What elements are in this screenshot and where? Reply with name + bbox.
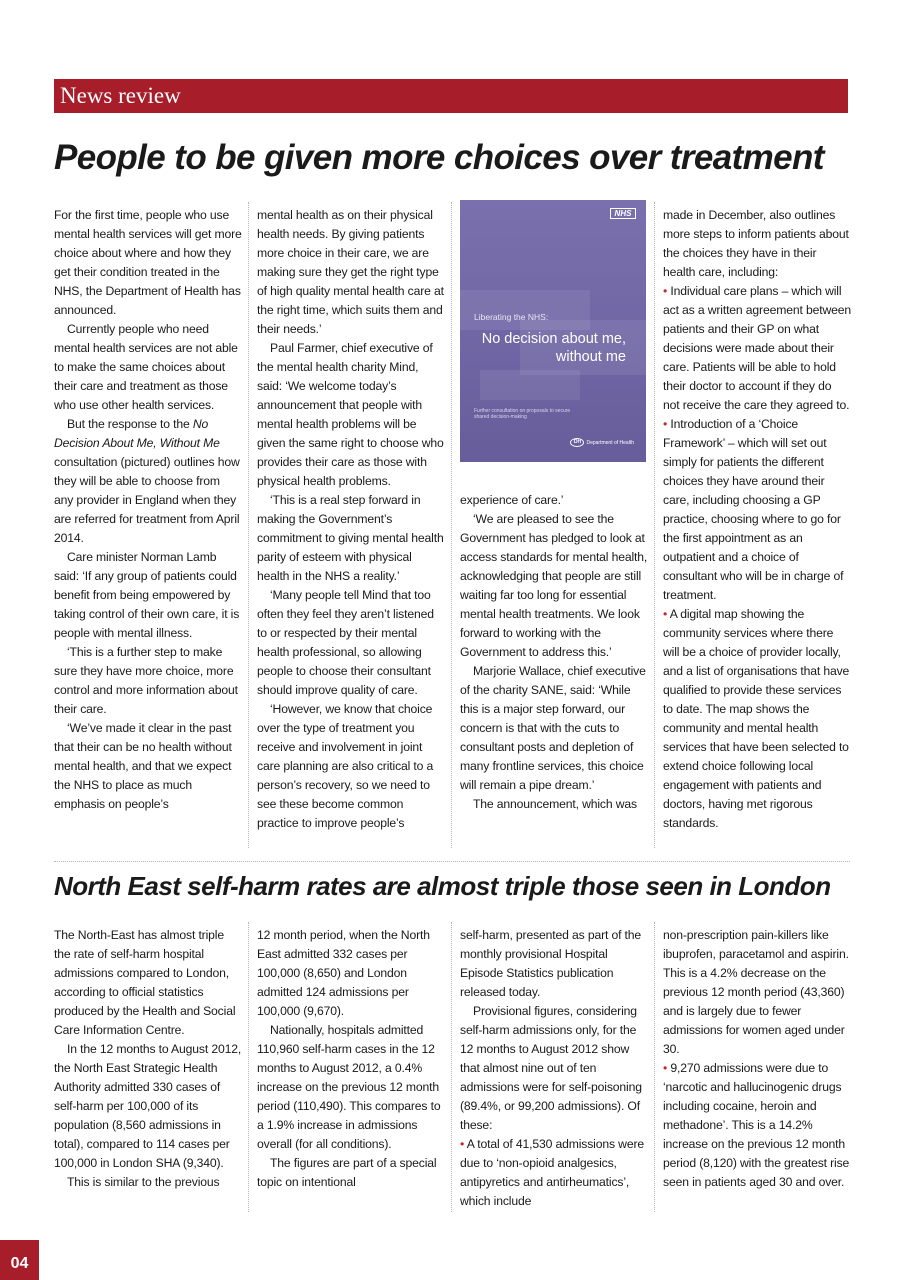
paragraph: mental health as on their physical health needs. By giving patients more choice in their care, we are making sure they get the right type of high quality mental health care at the right time, which suits them and their needs.’ — [257, 208, 444, 336]
bullet-icon: • — [460, 1137, 465, 1151]
paragraph: This is similar to the previous — [67, 1175, 220, 1189]
section-banner: News review — [54, 79, 848, 113]
article2-column-1 — [54, 926, 242, 1192]
paragraph: The announcement, which was — [473, 797, 637, 811]
report-cover-image — [460, 200, 646, 462]
paragraph: ‘However, we know that choice over the type of treatment you receive and involvement in joint care planning are also critical to a person’s recovery, so we need to see these become common practice to improve people’s — [257, 702, 434, 830]
paragraph: But the response to the No Decision About Me, Without Me consultation (pictured) outlines how they will be able to choose from any provider in England when they are referred for treatment from April 2014. — [54, 417, 240, 545]
paragraph: ‘Many people tell Mind that too often they feel they aren’t listened to or respected by their mental health professional, so allowing people to choose their consultant should improve quality of care. — [257, 588, 434, 697]
paragraph: Provisional figures, considering self-harm admissions only, for the 12 months to August 2012 show that almost nine out of ten admissions were for self-poisoning (89.4%, or 99,200 admissions). Of these: — [460, 1004, 642, 1132]
column-divider — [248, 922, 249, 1212]
cover-subtitle: Further consultation on proposals to secure shared decision-making — [474, 408, 571, 420]
nhs-logo: NHS — [610, 208, 636, 219]
cover-kicker: Liberating the NHS: — [474, 312, 549, 322]
bullet-icon: • — [663, 417, 668, 431]
paragraph: Paul Farmer, chief executive of the mental health charity Mind, said: ‘We welcome today’s announcement that people with mental health problems will be given the same right to choose who provides their care as those with physical health problems. — [257, 341, 444, 488]
column-divider — [654, 922, 655, 1212]
bullet-icon: • — [663, 1061, 668, 1075]
column-divider — [654, 202, 655, 848]
article1-column-4 — [663, 206, 851, 833]
column-divider — [248, 202, 249, 848]
paragraph: The figures are part of a special topic on intentional — [257, 1156, 437, 1189]
paragraph: made in December, also outlines more steps to inform patients about the choices they have in their health care, including: — [663, 208, 849, 279]
column-divider — [451, 922, 452, 1212]
article1-column-1 — [54, 206, 242, 814]
paragraph: In the 12 months to August 2012, the North East Strategic Health Authority admitted 330 cases of self-harm per 100,000 of its population (8,560 admissions in total), compared to 114 cases per 100,000 in London SHA (9,340). — [54, 1042, 242, 1170]
list-item: • Individual care plans – which will act as a written agreement between patients and their GP on what decisions were made about their care. Patients will be able to hold their doctor to account if they do not receive the care they agreed to. — [663, 284, 851, 412]
cover-title: No decision about me, without me — [481, 331, 626, 365]
paragraph: ‘This is a real step forward in making the Government’s commitment to giving mental health parity of esteem with physical health in the NHS a reality.’ — [257, 493, 444, 583]
paragraph: non-prescription pain-killers like ibuprofen, paracetamol and aspirin. This is a 4.2% decrease on the previous 12 month period (43,360) and is largely due to fewer admissions for women aged under 30. — [663, 928, 849, 1056]
paragraph: ‘We are pleased to see the Government has pledged to look at access standards for mental health, acknowledging that people are still waiting far too long for essential mental health treatments. We look forward to working with the Government to address this.’ — [460, 512, 648, 659]
bullet-icon: • — [663, 284, 668, 298]
column-divider — [451, 202, 452, 848]
bullet-icon: • — [663, 607, 668, 621]
paragraph: Nationally, hospitals admitted 110,960 self-harm cases in the 12 months to August 2012, a 0.4% increase on the previous 12 month period (110,490). This compares to a 1.9% increase in admissions overall (for all conditions). — [257, 1023, 441, 1151]
paragraph: Care minister Norman Lamb said: ‘If any group of patients could benefit from being empowered by taking control of their own care, it is people with mental illness. — [54, 550, 240, 640]
article-headline: People to be given more choices over treatment — [54, 138, 824, 177]
article-headline: North East self-harm rates are almost triple those seen in London — [54, 871, 831, 901]
list-item: • A digital map showing the community services where there will be a choice of provider locally, and a list of organisations that have qualified to provide these services to date. The map shows the community and mental health services that have been selected to extend choice following local engagement with patients and doctors, having met rigorous standards. — [663, 607, 850, 830]
paragraph: The North-East has almost triple the rate of self-harm hospital admissions compared to London, according to official statistics produced by the Health and Social Care Information Centre. — [54, 928, 236, 1037]
page-number: 04 — [0, 1240, 39, 1280]
article1-column-3 — [460, 491, 648, 814]
publication-title: No Decision About Me, Without Me — [54, 417, 220, 450]
paragraph: 12 month period, when the North East admitted 332 cases per 100,000 (8,650) and London admitted 124 admissions per 100,000 (9,670). — [257, 928, 430, 1018]
paragraph: ‘We’ve made it clear in the past that their can be no health without mental health, and that we expect the NHS to place as much emphasis on people’s — [54, 721, 232, 811]
list-item: • 9,270 admissions were due to ‘narcotic and hallucinogenic drugs including cocaine, heroin and methadone’. This is a 14.2% increase on the previous 12 month period (8,120) with the greatest rise seen in patients aged 30 and over. — [663, 1061, 850, 1189]
dh-logo — [570, 438, 634, 447]
paragraph: Currently people who need mental health services are not able to make the same choices about their care and treatment as those who use other health services. — [54, 322, 238, 412]
dh-logo-text: Department of Health — [586, 439, 634, 446]
article1-column-2 — [257, 206, 445, 833]
article2-column-3 — [460, 926, 648, 1211]
article-divider — [54, 861, 850, 862]
paragraph: Marjorie Wallace, chief executive of the charity SANE, said: ‘While this is a major step forward, our concern is that with the cuts to consultant posts and depletion of many frontline services, this choice will remain a pipe dream.’ — [460, 664, 646, 792]
list-item: • Introduction of a ‘Choice Framework’ – which will set out simply for patients the different choices they have around their care, including choosing a GP practice, choosing where to go for the first appointment as an outpatient and a choice of consultant who will be in charge of treatment. — [663, 417, 844, 602]
paragraph: self-harm, presented as part of the monthly provisional Hospital Episode Statistics publication released today. — [460, 928, 642, 999]
paragraph: ‘This is a further step to make sure they have more choice, more control and more information about their care. — [54, 645, 238, 716]
list-item: • A total of 41,530 admissions were due to ‘non-opioid analgesics, antipyretics and antirheumatics’, which include — [460, 1137, 644, 1208]
article2-column-2 — [257, 926, 445, 1192]
paragraph: experience of care.’ — [460, 493, 564, 507]
paragraph: For the first time, people who use mental health services will get more choice about where and how they get their condition treated in the NHS, the Department of Health has announced. — [54, 208, 242, 317]
dh-logo-mark: DH — [570, 438, 584, 447]
article2-column-4 — [663, 926, 851, 1192]
